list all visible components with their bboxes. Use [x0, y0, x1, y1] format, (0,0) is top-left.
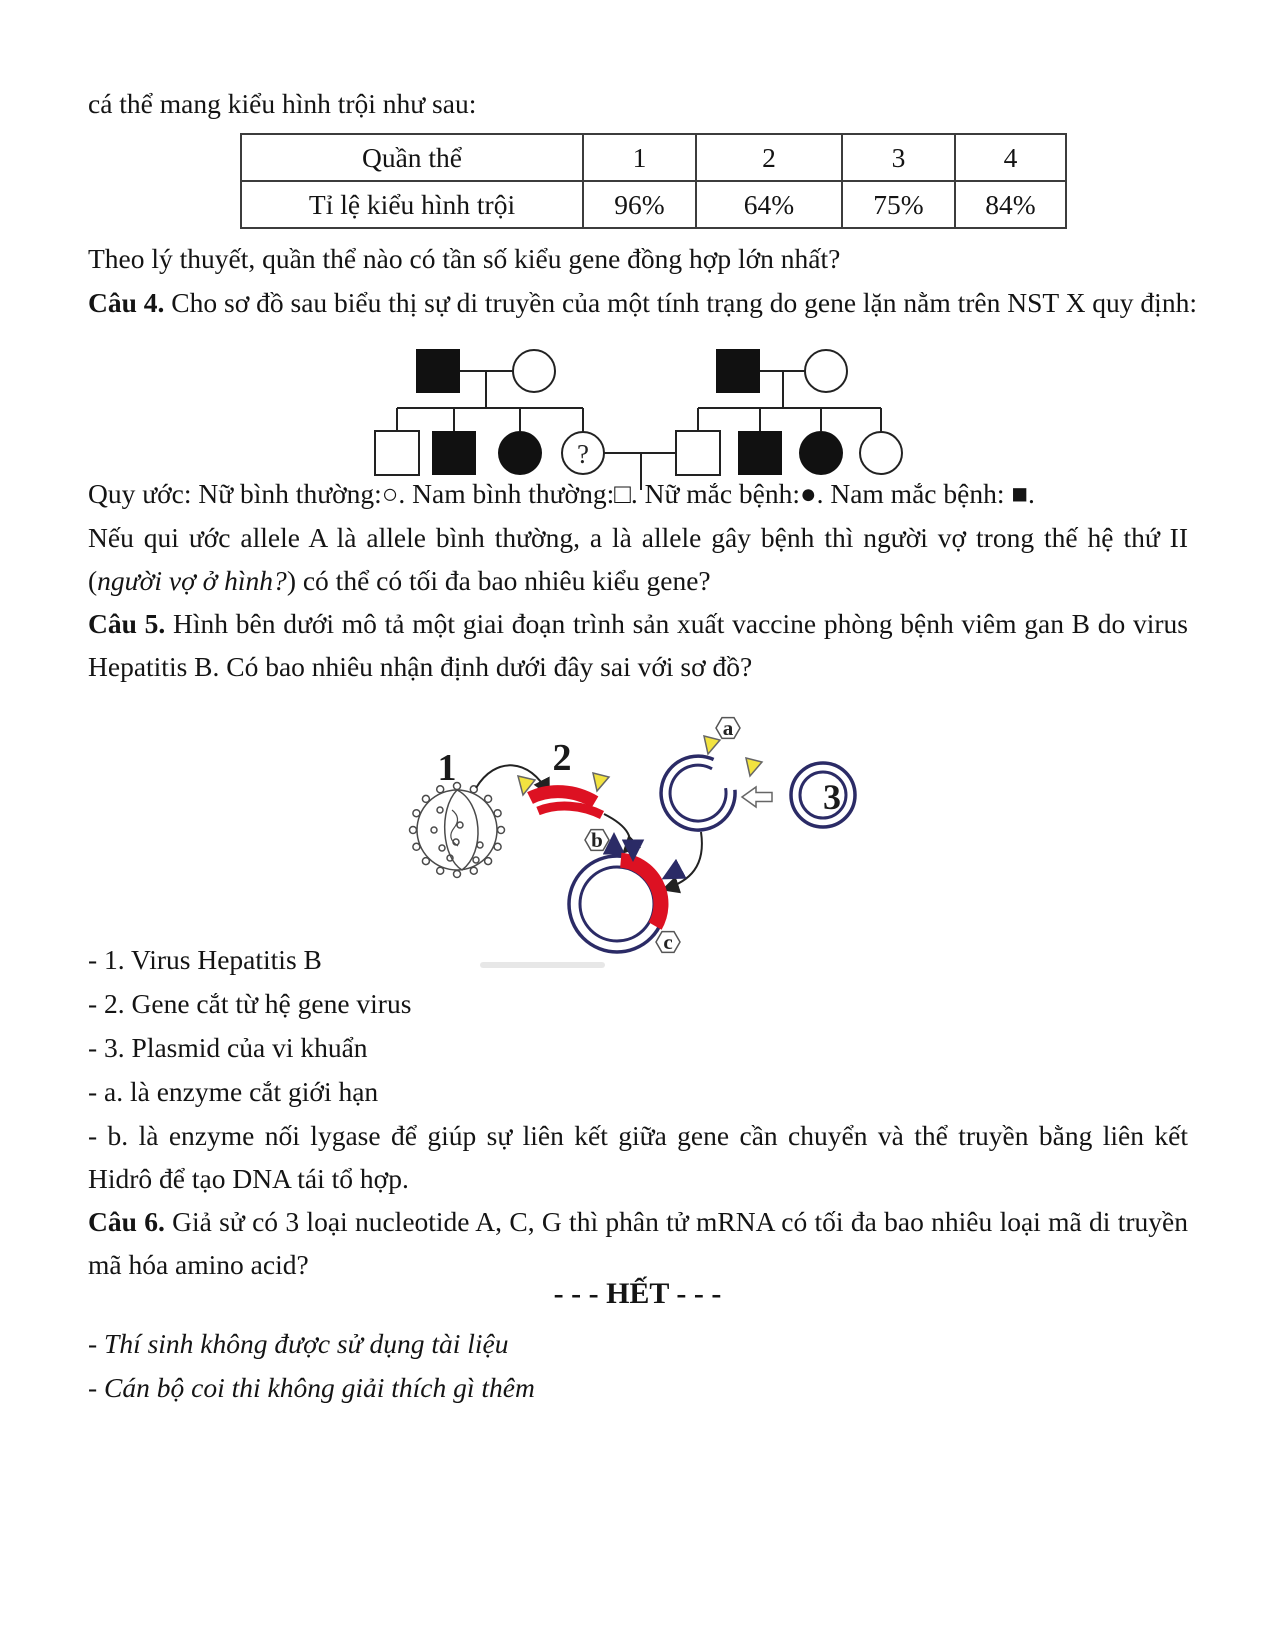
block-arrow-icon: [742, 787, 772, 807]
enzyme-a-label: [716, 716, 740, 740]
table-header-cell: 1: [583, 134, 696, 181]
note-item: - a. là enzyme cắt giới hạn: [88, 1076, 379, 1107]
vaccine-production-diagram: [390, 690, 880, 970]
table-cell: 96%: [583, 181, 696, 228]
label-a: a: [722, 716, 734, 740]
arrow-cutplasmid-to-recombinant: [665, 832, 702, 889]
virus-dna-squiggle: [451, 810, 458, 846]
note-item: - 1. Virus Hepatitis B: [88, 944, 322, 975]
end-marker: - - - HẾT - - -: [553, 1277, 722, 1310]
table-header-cell: 2: [696, 134, 842, 181]
note-item: - b. là enzyme nối lygase để giúp sự liên kết giữa gene cần chuyển và thể truyền bằng liên kết Hidrô để tạo DNA tái tổ hợp.: [88, 1120, 1188, 1194]
question-5-label: Câu 5.: [88, 608, 166, 639]
question-4-intro: Câu 4. Cho sơ đồ sau biểu thị sự di truyền của một tính trạng do gene lặn nằm trên NST X quy định:: [88, 287, 1197, 318]
question-3-text: Theo lý thuyết, quần thể nào có tần số kiểu gene đồng hợp lớn nhất?: [88, 243, 841, 274]
ligase-label: [585, 828, 609, 852]
note-item: - 3. Plasmid của vi khuẩn: [88, 1032, 368, 1063]
question-mark-label: ?: [577, 439, 589, 469]
normal-female-symbol: [860, 432, 902, 474]
note-item: - 2. Gene cắt từ hệ gene virus: [88, 988, 412, 1019]
cut-plasmid-icon: [661, 756, 735, 830]
plasmid-number-label: 3: [823, 777, 841, 817]
table-cell: 75%: [842, 181, 955, 228]
footer-note: - Thí sinh không được sử dụng tài liệu: [88, 1328, 509, 1359]
scan-artifact: [480, 962, 605, 968]
question-4-text: Nếu qui ước allele A là allele bình thường, a là allele gây bệnh thì người vợ trong thế hệ thứ II (người vợ ở hình?) có thể có tối đa bao nhiêu kiểu gene?: [88, 522, 1188, 596]
insertion-arrow-icon: [666, 870, 679, 877]
virus-icon: [410, 783, 505, 878]
table-header-cell: Quần thể: [241, 134, 583, 181]
footer-note: - Cán bộ coi thi không giải thích gì thêm: [88, 1372, 535, 1403]
table-header-cell: 3: [842, 134, 955, 181]
table-cell: 64%: [696, 181, 842, 228]
table-row-label: Tỉ lệ kiểu hình trội: [241, 181, 583, 228]
table-header-cell: 4: [955, 134, 1066, 181]
question-4-label: Câu 4.: [88, 287, 165, 318]
restriction-enzyme-icon: [704, 736, 762, 776]
affected-male-symbol: [432, 431, 476, 475]
table-header-row: [241, 134, 1066, 181]
normal-female-symbol: [513, 350, 555, 392]
label-c: c: [663, 930, 673, 954]
italic-ref: người vợ ở hình?: [97, 565, 287, 596]
table-cell: 84%: [955, 181, 1066, 228]
affected-female-symbol: [498, 431, 542, 475]
question-6-text: Câu 6. Giả sử có 3 loại nucleotide A, C, G thì phân tử mRNA có tối đa bao nhiêu loại mã di truyền mã hóa amino acid?: [88, 1206, 1188, 1280]
affected-male-symbol: [416, 349, 460, 393]
question-5-text: Câu 5. Hình bên dưới mô tả một giai đoạn trình sản xuất vaccine phòng bệnh viêm gan B do virus Hepatitis B. Có bao nhiêu nhận định dưới đây sai với sơ đồ?: [88, 608, 1189, 682]
pedigree-legend: Quy ước: Nữ bình thường:○. Nam bình thường:□. Nữ mắc bệnh:●. Nam mắc bệnh: ■.: [88, 478, 1035, 509]
question-6-label: Câu 6.: [88, 1206, 165, 1237]
affected-male-symbol: [738, 431, 782, 475]
affected-female-symbol: [799, 431, 843, 475]
inserted-gene-arc: [621, 860, 661, 926]
gene-number-label: 2: [552, 737, 572, 779]
normal-female-symbol: [805, 350, 847, 392]
arrow-gene-to-plasmid: [604, 814, 630, 851]
label-b: b: [591, 828, 603, 852]
normal-male-symbol: [375, 431, 419, 475]
ligation-c-label: [656, 930, 680, 954]
normal-male-symbol: [676, 431, 720, 475]
virus-spike-knobs: [410, 783, 505, 878]
affected-male-symbol: [716, 349, 760, 393]
phenotype-table: [240, 133, 1067, 229]
excised-gene-segment: [530, 792, 602, 815]
intro-line: cá thể mang kiểu hình trội như sau:: [88, 88, 477, 119]
table-row: [241, 181, 1066, 228]
virus-number-label: 1: [437, 747, 457, 789]
